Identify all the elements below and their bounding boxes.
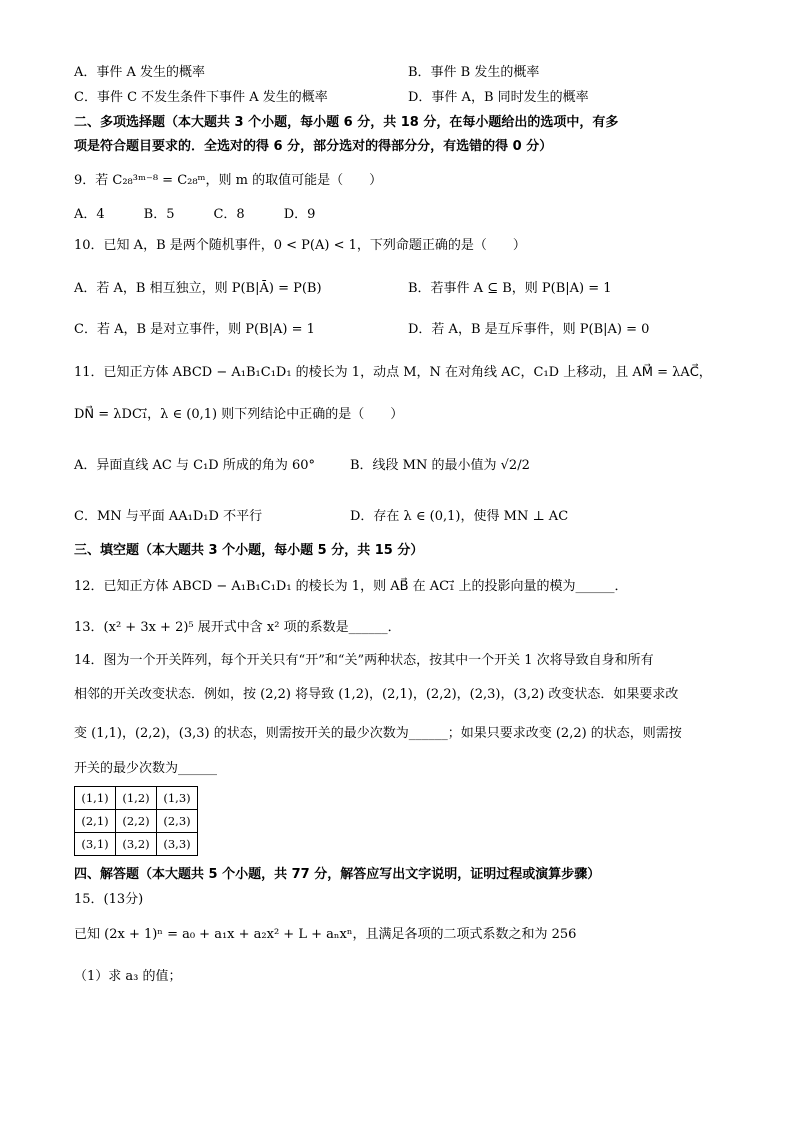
section4-heading: 四、解答题（本大题共 5 个小题，共 77 分，解答应写出文字说明，证明过程或演算步骤） (74, 867, 601, 882)
q13-stem: 13．(x² + 3x + 2)⁵ 展开式中含 x² 项的系数是______． (74, 620, 401, 635)
q9-options: A．4 B．5 C．8 D．9 (74, 207, 316, 222)
q14-line4: 开关的最少次数为______ (74, 761, 218, 776)
q10-option-d: D．若 A，B 是互斥事件，则 P(B|A) = 0 (408, 322, 650, 337)
switch-cell: (1,2) (116, 787, 157, 810)
q14-line3: 变 (1,1)，(2,2)，(3,3) 的状态，则需按开关的最少次数为______；如果只要求改变 (2,2) 的状态，则需按 (74, 726, 682, 741)
switch-cell: (3,3) (157, 833, 198, 856)
switch-cell: (1,3) (157, 787, 198, 810)
switch-cell: (2,1) (75, 810, 116, 833)
section2-heading-line2: 项是符合题目要求的．全选对的得 6 分，部分选对的得部分分，有选错的得 0 分） (74, 139, 553, 154)
switch-cell: (2,2) (116, 810, 157, 833)
switch-cell: (3,1) (75, 833, 116, 856)
q10-option-b: B．若事件 A ⊆ B，则 P(B|A) = 1 (408, 281, 612, 296)
q11-option-a: A．异面直线 AC 与 C₁D 所成的角为 60° (74, 458, 316, 473)
q10-option-c: C．若 A，B 是对立事件，则 P(B|A) = 1 (74, 322, 315, 337)
q14-line2: 相邻的开关改变状态．例如，按 (2,2) 将导致 (1,2)，(2,1)，(2,2)，(2,3)，(3,2) 改变状态．如果要求改 (74, 687, 679, 702)
q8-option-b: B．事件 B 发生的概率 (408, 65, 540, 80)
switch-cell: (1,1) (75, 787, 116, 810)
q11-option-b: B．线段 MN 的最小值为 √2/2 (350, 458, 530, 473)
table-row (75, 787, 198, 810)
q15-part1: （1）求 a₃ 的值； (74, 969, 182, 984)
q9-stem: 9．若 C₂₈³ᵐ⁻⁸ = C₂₈ᵐ，则 m 的取值可能是（ ） (74, 173, 383, 188)
q8-option-d: D．事件 A，B 同时发生的概率 (408, 90, 589, 105)
q15-stem: 已知 (2x + 1)ⁿ = a₀ + a₁x + a₂x² + L + aₙxⁿ，且满足各项的二项式系数之和为 256 (74, 927, 577, 942)
switch-cell: (2,3) (157, 810, 198, 833)
q8-option-a: A．事件 A 发生的概率 (74, 65, 206, 80)
q10-stem: 10．已知 A，B 是两个随机事件，0 < P(A) < 1，下列命题正确的是（ ） (74, 238, 526, 253)
q11-stem-line2: DN⃗ = λDC₁⃗，λ ∈ (0,1) 则下列结论中正确的是（ ） (74, 407, 404, 422)
switch-cell: (3,2) (116, 833, 157, 856)
q10-option-a: A．若 A，B 相互独立，则 P(B|Ā) = P(B) (74, 281, 322, 296)
q8-option-c: C．事件 C 不发生条件下事件 A 发生的概率 (74, 90, 328, 105)
q15-title: 15．(13分) (74, 892, 144, 907)
q11-option-c: C．MN 与平面 AA₁D₁D 不平行 (74, 509, 263, 524)
q11-stem-line1: 11．已知正方体 ABCD − A₁B₁C₁D₁ 的棱长为 1，动点 M，N 在对角线 AC，C₁D 上移动，且 AM⃗ = λAC⃗， (74, 365, 712, 380)
q11-option-d: D．存在 λ ∈ (0,1)，使得 MN ⊥ AC (350, 509, 569, 524)
section3-heading: 三、填空题（本大题共 3 个小题，每小题 5 分，共 15 分） (74, 543, 424, 558)
table-row (75, 833, 198, 856)
q14-line1: 14．图为一个开关阵列，每个开关只有“开”和“关”两种状态，按其中一个开关 1 次将导致自身和所有 (74, 653, 654, 668)
q12-stem: 12．已知正方体 ABCD − A₁B₁C₁D₁ 的棱长为 1，则 AB⃗ 在 AC₁⃗ 上的投影向量的模为______． (74, 579, 628, 594)
table-row (75, 810, 198, 833)
switch-array-table (74, 786, 198, 856)
section2-heading-line1: 二、多项选择题（本大题共 3 个小题，每小题 6 分，共 18 分，在每小题给出的选项中，有多 (74, 115, 619, 130)
